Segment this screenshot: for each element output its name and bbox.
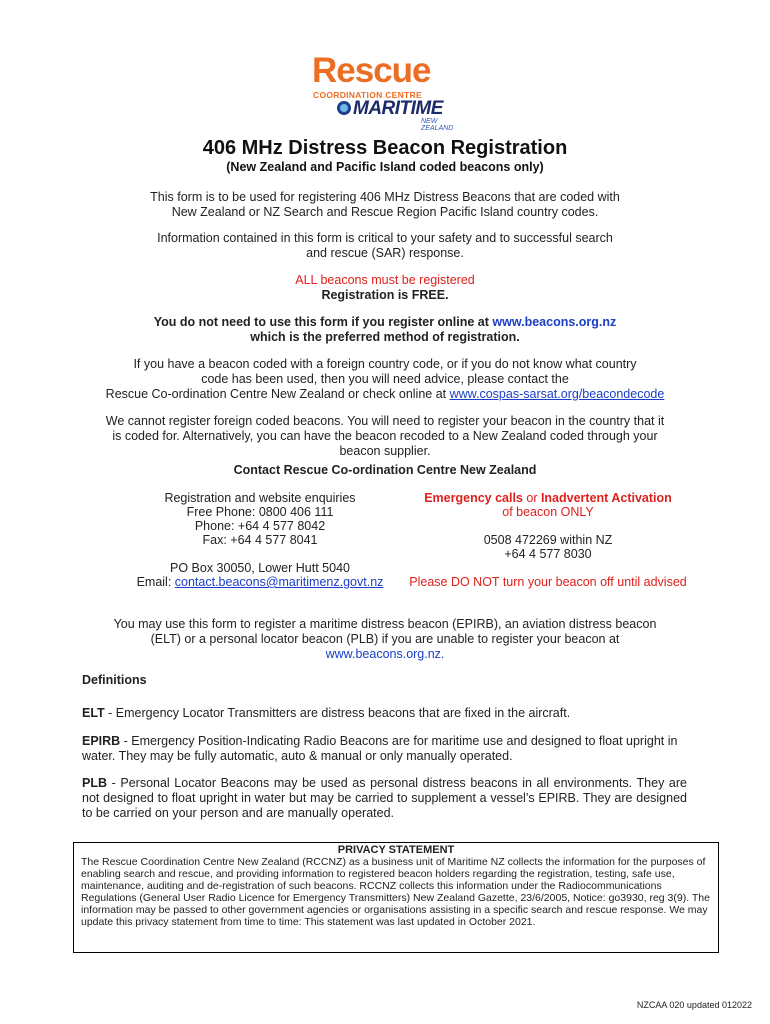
email-label: Email: [136, 575, 175, 589]
definitions-heading: Definitions [82, 673, 147, 687]
logo-rescue-text: Rescue [312, 51, 431, 90]
or-label: or [522, 491, 541, 505]
emergency-phone-nz: 0508 472269 within NZ [483, 533, 613, 547]
form-reference-footer: NZCAA 020 updated 012022 [636, 1000, 752, 1010]
may-use-line-1: You may use this form to register a maritime distress beacon (EPIRB), an aviation distress beacon [113, 617, 657, 631]
epirb-term: EPIRB [82, 734, 121, 748]
definition-plb [82, 776, 687, 821]
privacy-body: The Rescue Coordination Centre New Zealand (RCCNZ) as a business unit of Maritime NZ collects the information for the purposes of enabling search and rescue, and providing information to registered beacon holders regarding the registration, testing, safe use, maintenance, auditing and de-registration of such beacons. RCCNZ collects this information under the Radiocommunications Regulations (General User Radio Licence for Emergency Transmitters) New Zealand Gazette, 23/6/2005, Notice: go3930, reg 3(9). The information may be passed to other government agencies or organisations assisting in a specific search and rescue response. We may update this privacy statement from time to time: This statement was last updated in October 2021. [81, 856, 710, 928]
online-line-2: which is the preferred method of registration. [250, 330, 520, 344]
inadvertent-activation-label: Inadvertent Activation [540, 491, 672, 505]
online-prefix: You do not need to use this form if you register online at [153, 315, 493, 329]
elt-text: - Emergency Locator Transmitters are distress beacons that are fixed in the aircraft. [104, 706, 571, 720]
may-use-line-2: (ELT) or a personal locator beacon (PLB) if you are unable to register your beacon at [150, 632, 620, 646]
foreign-line-3-prefix: Rescue Co-ordination Centre New Zealand or check online at [105, 387, 450, 401]
online-paragraph [0, 315, 770, 345]
foreign-line-3 [0, 387, 770, 402]
emergency-phone-intl: +64 4 577 8030 [504, 547, 592, 561]
intro-line-2: New Zealand or NZ Search and Rescue Region Pacific Island country codes. [171, 205, 599, 219]
of-beacon-only: of beacon ONLY [502, 505, 594, 519]
emergency-phones [398, 533, 698, 561]
phone: Phone: +64 4 577 8042 [194, 519, 326, 533]
contact-right-column [398, 491, 698, 519]
definition-epirb [82, 734, 682, 764]
logo-maritime-text: MARITIME [353, 98, 443, 119]
contact-left-address [110, 561, 410, 589]
beacons-link-2[interactable]: www.beacons.org.nz. [325, 647, 445, 661]
foreign-paragraph [0, 357, 770, 402]
cannot-line-1: We cannot register foreign coded beacons. You will need to register your beacon in the country that it [105, 414, 665, 428]
definition-elt [82, 706, 692, 721]
foreign-line-1: If you have a beacon coded with a foreign country code, or if you do not know what country [133, 357, 637, 371]
info-line-1: Information contained in this form is critical to your safety and to successful search [157, 231, 613, 245]
email-line [110, 575, 410, 589]
page-subtitle: (New Zealand and Pacific Island coded beacons only) [226, 160, 544, 174]
epirb-text: - Emergency Position-Indicating Radio Beacons are for maritime use and designed to float upright in water. They may be fully automatic, auto & manual or only manually operated. [82, 734, 678, 763]
intro-line-1: This form is to be used for registering 406 MHz Distress Beacons that are coded with [150, 190, 620, 204]
cannot-line-2: is coded for. Alternatively, you can have the beacon recoded to a New Zealand coded through your [112, 429, 658, 443]
intro-paragraph [0, 190, 770, 220]
po-box: PO Box 30050, Lower Hutt 5040 [170, 561, 350, 575]
all-beacons-notice: ALL beacons must be registered [295, 273, 475, 287]
maritime-emblem-icon [337, 101, 351, 115]
registration-notice [0, 273, 770, 303]
foreign-line-2: code has been used, then you will need advice, please contact the [201, 372, 569, 386]
beacons-link[interactable]: www.beacons.org.nz [492, 315, 617, 329]
do-not-turn-off-warning: Please DO NOT turn your beacon off until advised [409, 575, 687, 589]
emergency-calls-label: Emergency calls [424, 491, 523, 505]
info-paragraph [0, 231, 770, 261]
plb-text: - Personal Locator Beacons may be used as personal distress beacons in all environments. They are not designed to float upright in water but may be carried to supplement a vessel’s EPIRB. They are designed to be carried on your person and are manually operated. [82, 776, 687, 820]
free-phone: Free Phone: 0800 406 111 [186, 505, 334, 519]
privacy-statement-box [73, 842, 719, 953]
registration-enquiries-label: Registration and website enquiries [164, 491, 356, 505]
cospas-sarsat-link[interactable]: www.cospas-sarsat.org/beacondecode [449, 387, 665, 401]
plb-term: PLB [82, 776, 107, 790]
fax: Fax: +64 4 577 8041 [202, 533, 318, 547]
cannot-line-3: beacon supplier. [339, 444, 431, 458]
emergency-line [398, 491, 698, 505]
email-link[interactable]: contact.beacons@maritimenz.govt.nz [174, 575, 384, 589]
rccnz-logo [309, 51, 459, 132]
contact-left-column [110, 491, 410, 547]
logo-coordination-centre-text: COORDINATION CENTRE [313, 90, 422, 100]
may-use-paragraph [0, 617, 770, 662]
cannot-register-paragraph [0, 414, 770, 459]
logo-new-zealand-text: NEW ZEALAND [421, 118, 454, 132]
privacy-heading: PRIVACY STATEMENT [337, 844, 455, 856]
page-title: 406 MHz Distress Beacon Registration [202, 137, 568, 159]
free-notice: Registration is FREE. [321, 288, 449, 302]
elt-term: ELT [82, 706, 105, 720]
contact-heading: Contact Rescue Co-ordination Centre New Zealand [233, 463, 537, 477]
info-line-2: and rescue (SAR) response. [306, 246, 464, 260]
online-line-1 [0, 315, 770, 330]
